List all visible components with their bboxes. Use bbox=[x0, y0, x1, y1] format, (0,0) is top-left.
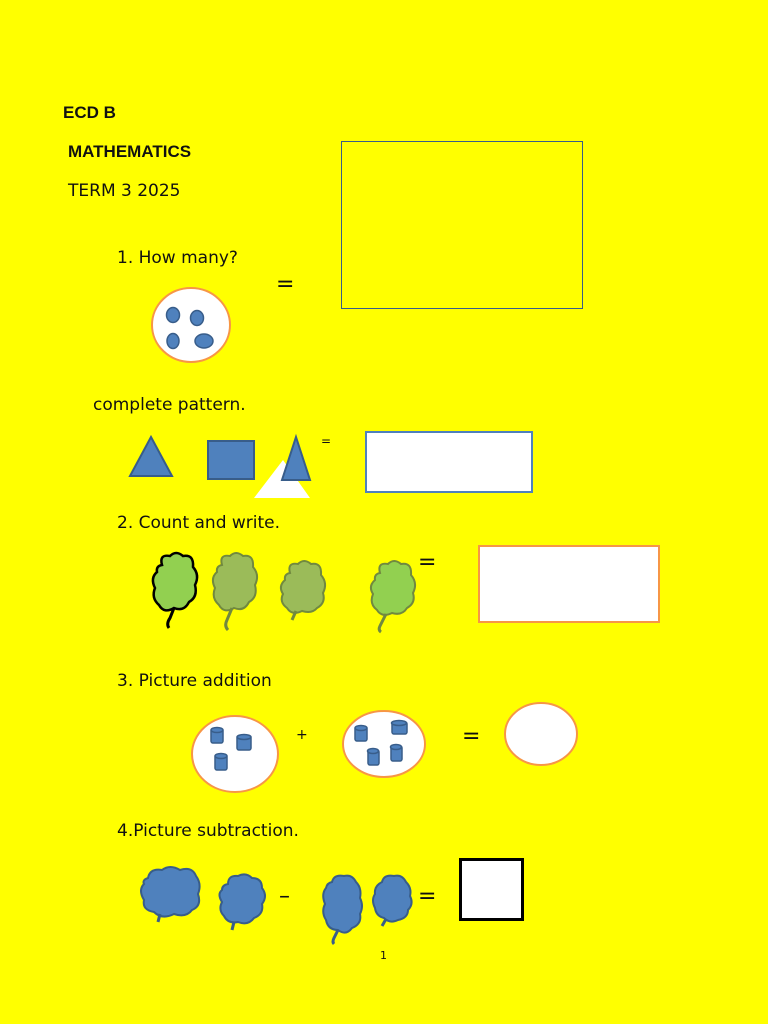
q3-label: 3. Picture addition bbox=[117, 671, 272, 691]
q2-answer-box[interactable] bbox=[478, 545, 660, 623]
tree-icon bbox=[371, 561, 415, 632]
q2-trees bbox=[150, 550, 420, 634]
term-label: TERM 3 2025 bbox=[68, 181, 181, 201]
name-box[interactable] bbox=[341, 141, 583, 309]
q1-dots-circle bbox=[150, 286, 232, 364]
tree-icon bbox=[153, 553, 197, 628]
q4-equals: = bbox=[418, 884, 437, 909]
subject-title: MATHEMATICS bbox=[68, 142, 192, 161]
tree-icon bbox=[141, 867, 200, 922]
tree-icon bbox=[281, 561, 325, 620]
tree-icon bbox=[213, 553, 257, 630]
q4-answer-box[interactable] bbox=[459, 858, 524, 921]
q2-equals: = bbox=[418, 550, 437, 575]
school-title: ECD B bbox=[63, 103, 116, 122]
q4-label: 4.Picture subtraction. bbox=[117, 821, 299, 841]
square-shape bbox=[207, 440, 255, 480]
triangle-shape bbox=[128, 434, 174, 478]
q4-minus: – bbox=[279, 884, 290, 909]
tree-icon bbox=[323, 876, 362, 944]
triangle-shape-partial bbox=[252, 434, 314, 500]
q3-left-circle bbox=[190, 714, 282, 796]
q1-label: 1. How many? bbox=[117, 248, 238, 268]
q3-equals: = bbox=[462, 724, 481, 749]
q3-plus: + bbox=[296, 727, 308, 743]
tree-icon bbox=[373, 876, 412, 926]
page-number: 1 bbox=[380, 949, 387, 962]
pattern-answer-box[interactable] bbox=[365, 431, 533, 493]
q3-answer-circle[interactable] bbox=[503, 701, 581, 769]
q2-label: 2. Count and write. bbox=[117, 513, 281, 533]
tree-icon bbox=[220, 874, 266, 930]
pattern-equals: = bbox=[321, 434, 332, 448]
q1-equals: = bbox=[276, 272, 295, 297]
q3-right-circle bbox=[341, 709, 429, 781]
pattern-label: complete pattern. bbox=[93, 395, 246, 415]
